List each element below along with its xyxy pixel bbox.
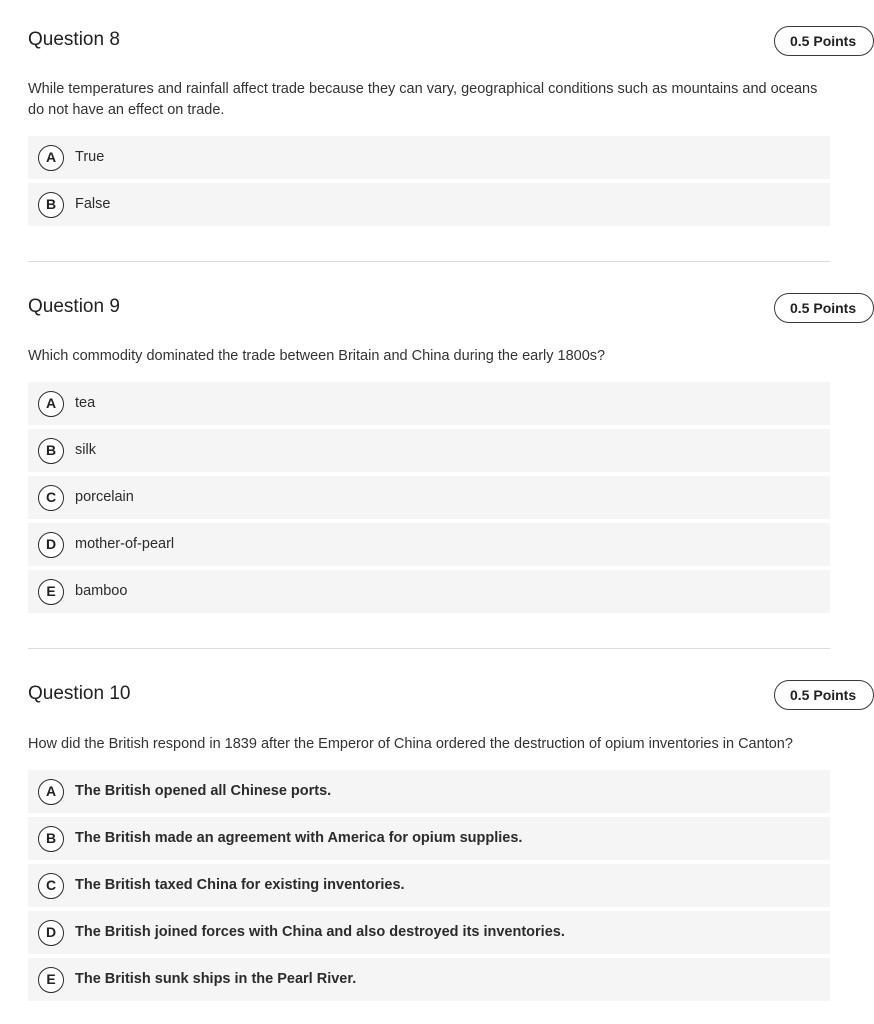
question-title: Question 9: [28, 296, 120, 317]
choice-letter-badge: B: [38, 826, 64, 852]
choice-label: The British opened all Chinese ports.: [75, 783, 332, 799]
choice-b[interactable]: [28, 183, 830, 226]
choice-b[interactable]: [28, 817, 830, 860]
choice-b[interactable]: [28, 429, 830, 472]
choice-label: bamboo: [75, 583, 128, 599]
choice-label: porcelain: [75, 489, 134, 505]
choice-d[interactable]: [28, 523, 830, 566]
choice-letter-badge: A: [38, 779, 64, 805]
choice-a[interactable]: [28, 770, 830, 813]
choice-letter-badge: A: [38, 391, 64, 417]
answer-choices: [28, 770, 830, 1005]
choice-letter-badge: D: [38, 920, 64, 946]
choice-letter-badge: C: [38, 873, 64, 899]
choice-label: True: [75, 149, 105, 165]
question-header: [0, 26, 857, 60]
choice-letter-badge: B: [38, 192, 64, 218]
choice-letter-badge: B: [38, 438, 64, 464]
choice-c[interactable]: [28, 476, 830, 519]
question-divider: [28, 648, 830, 649]
answer-choices: [28, 382, 830, 617]
choice-label: mother-of-pearl: [75, 536, 175, 552]
choice-c[interactable]: [28, 864, 830, 907]
question-title: Question 10: [28, 683, 131, 704]
choice-letter-badge: E: [38, 579, 64, 605]
choice-letter-badge: D: [38, 532, 64, 558]
choice-label: tea: [75, 395, 96, 411]
choice-letter-badge: E: [38, 967, 64, 993]
choice-label: The British taxed China for existing inventories.: [75, 877, 405, 893]
choice-label: The British joined forces with China and also destroyed its inventories.: [75, 924, 565, 940]
choice-label: The British sunk ships in the Pearl River.: [75, 971, 357, 987]
answer-choices: [28, 136, 830, 230]
points-badge: 0.5 Points: [774, 680, 874, 710]
choice-d[interactable]: [28, 911, 830, 954]
choice-letter-badge: C: [38, 485, 64, 511]
question-title: Question 8: [28, 29, 120, 50]
question-text: While temperatures and rainfall affect trade because they can vary, geographical conditions such as mountains and oceans do not have an effect on trade.: [28, 81, 818, 118]
choice-letter-badge: A: [38, 145, 64, 171]
question-header: [0, 293, 857, 327]
choice-label: The British made an agreement with America for opium supplies.: [75, 830, 523, 846]
choice-label: silk: [75, 442, 96, 458]
choice-label: False: [75, 196, 111, 212]
points-badge: 0.5 Points: [774, 26, 874, 56]
question-text: How did the British respond in 1839 after the Emperor of China ordered the destruction of opium inventories in Canton?: [28, 736, 793, 752]
choice-a[interactable]: [28, 136, 830, 179]
question-9: [0, 293, 857, 599]
choice-a[interactable]: [28, 382, 830, 425]
choice-e[interactable]: [28, 570, 830, 613]
question-text: Which commodity dominated the trade between Britain and China during the early 1800s?: [28, 348, 606, 364]
choice-e[interactable]: [28, 958, 830, 1001]
question-8: [0, 26, 857, 212]
question-header: [0, 680, 857, 714]
points-badge: 0.5 Points: [774, 293, 874, 323]
question-10: [0, 680, 857, 987]
question-divider: [28, 261, 830, 262]
